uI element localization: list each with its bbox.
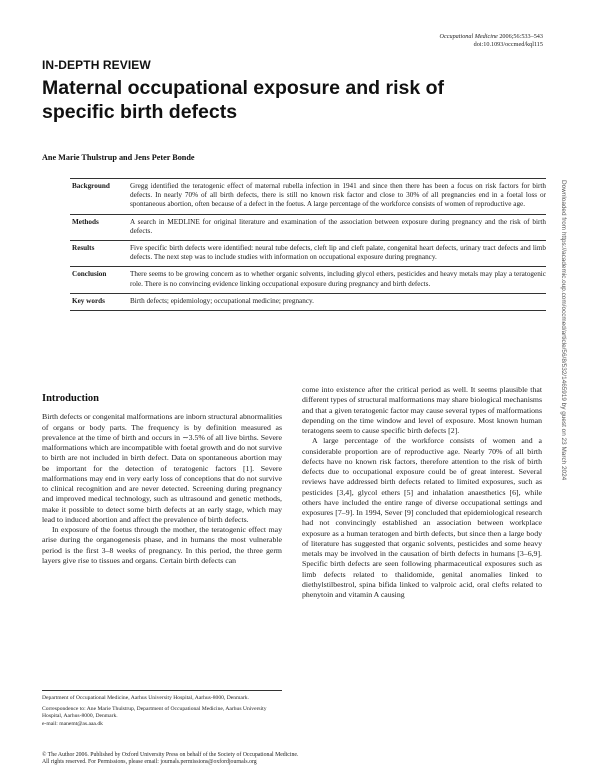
right-column (302, 385, 542, 600)
journal-reference (323, 33, 543, 49)
affiliation-note: Department of Occupational Medicine, Aarhus University Hospital, Aarhus-8000, Denmark. (42, 695, 249, 701)
copyright-line: © The Author 2006. Published by Oxford University Press on behalf of the Society of Occupational Medicine. (42, 752, 299, 758)
body-paragraph: Birth defects or congenital malformations are inborn structural abnormalities of organs or body parts. The frequency is by definition measured as prevalence at the time of birth and occurs in ∼3.5% of all live births. Severe malformations which are incompatible with foetal growth and do not survive to birth are not included in birth defect. Data on spontaneous abortion may be important for the detection of teratogenic factors [1]. Severe malformations may end in very early loss of conceptions that do not survive to clinical recognition and are never detected. Screening during pregnancy and improved medical technology, such as ultrasound and genetic methods, make it possible to detect some birth defects at an early stage, which may lead to induced abortion and affect the prevalence of birth defects. (42, 412, 282, 524)
abstract-table (70, 178, 546, 311)
article-title: Maternal occupational exposure and risk of specific birth defects (42, 77, 445, 123)
abstract-row-methods (70, 215, 546, 241)
abstract-row-results (70, 241, 546, 267)
abstract-label: Conclusion (72, 270, 107, 279)
abstract-label: Key words (72, 296, 105, 305)
body-paragraph: come into existence after the critical period as well. It seems plausible that different types of structural malformations may share biological mechanisms and that a given teratogenic factor may cause several types of malformations depending on the time window and level of exposure. Most known human teratogens seem to cause specific birth defects [2]. (302, 385, 542, 435)
section-label: IN-DEPTH REVIEW (42, 58, 151, 72)
abstract-row-conclusion (70, 267, 546, 293)
abstract-text: A search in MEDLINE for original literature and examination of the association between exposure during pregnancy and the risk of birth defects. (130, 217, 546, 235)
copyright (42, 752, 562, 767)
journal-name: Occupational Medicine (439, 33, 498, 40)
email-note[interactable]: e-mail: manemt@as.aaa.dk (42, 720, 103, 727)
abstract-text: Five specific birth defects were identified: neural tube defects, cleft lip and cleft palate, congenital heart defects, urinary tract defects and limb defects. The next step was to include studies with information on occupational exposure during pregnancy. (130, 244, 546, 262)
abstract-label: Background (72, 182, 110, 190)
abstract-text: There seems to be growing concern as to whether organic solvents, including glycol ethers, pesticides and heavy metals may play a teratogenic role. There is no convincing evidence linking occupational exposure during pregnancy and birth defects. (130, 270, 546, 288)
abstract-text: Birth defects; epidemiology; occupational medicine; pregnancy. (130, 296, 314, 305)
download-note: Downloaded from https://academic.oup.com/occmed/article/56/8/532/1465919 by guest on 23 March 2024 (560, 180, 567, 481)
doi[interactable]: doi:10.1093/occmed/kql115 (473, 41, 543, 48)
correspondence-note: Correspondence to: Ane Marie Thulstrup, Department of Occupational Medicine, Aarhus University Hospital, Aarhus-8000, Denmark. (42, 706, 267, 720)
journal-citation: 2006;56:533–543 (497, 33, 543, 40)
body-paragraph: In exposure of the foetus through the mother, the teratogenic effect may arise during the organogenesis phase, and in humans the most vulnerable period is the first 3–8 weeks of pregnancy. In this period, the three germ layers give rise to tissues and organs. Certain birth defects can (42, 525, 282, 565)
abstract-row-background (70, 179, 546, 215)
authors: Ane Marie Thulstrup and Jens Peter Bonde (42, 153, 195, 162)
permissions-line: All rights reserved. For Permissions, please email: journals.permissions@oxfordjournals.org (42, 759, 257, 766)
left-column (42, 394, 282, 566)
abstract-label: Results (72, 244, 95, 253)
abstract-row-keywords (70, 294, 546, 311)
intro-heading: Introduction (42, 393, 99, 404)
abstract-label: Methods (72, 217, 99, 226)
abstract-text: Gregg identified the teratogenic effect of maternal rubella infection in 1941 and since then there has been a focus on risk factors for birth defects. In nearly 70% of all birth defects, there is still no known risk factor and close to 30% of all pregnancies end in a foetal loss or spontaneous abortion, often because of a defect in the foetus. A large percentage of the workforce consists of women of reproductive age. (130, 182, 546, 209)
footnotes (42, 690, 282, 732)
body-paragraph: A large percentage of the workforce consists of women and a considerable proportion are of reproductive age. Nearly 70% of all birth defects have no known risk factors, therefore attention to the risk of birth defects due to occupational exposure could be of great interest. Several reviews have addressed birth defects related to limited exposures, such as pesticides [3,4], glycol ethers [5] and inhalation anaesthetics [6], while others have included the entire range of diverse occupational settings and exposures [7–9]. In 1994, Sever [9] concluded that epidemiological research had not convincingly established an association between workplace exposure as a human teratogen and birth defects, but since then a large body of literature has suggested that organic solvents, pesticides and some heavy metals may be involved in the causation of birth defects in humans [3–6,9]. Specific birth defects are seen following pharmaceutical exposures such as limb defects related to thalidomide, genital anomalies linked to diethylstilbestrol, spina bifida linked to valproic acid, oral clefts related to phenytoin and vitamin A causing (302, 436, 542, 599)
